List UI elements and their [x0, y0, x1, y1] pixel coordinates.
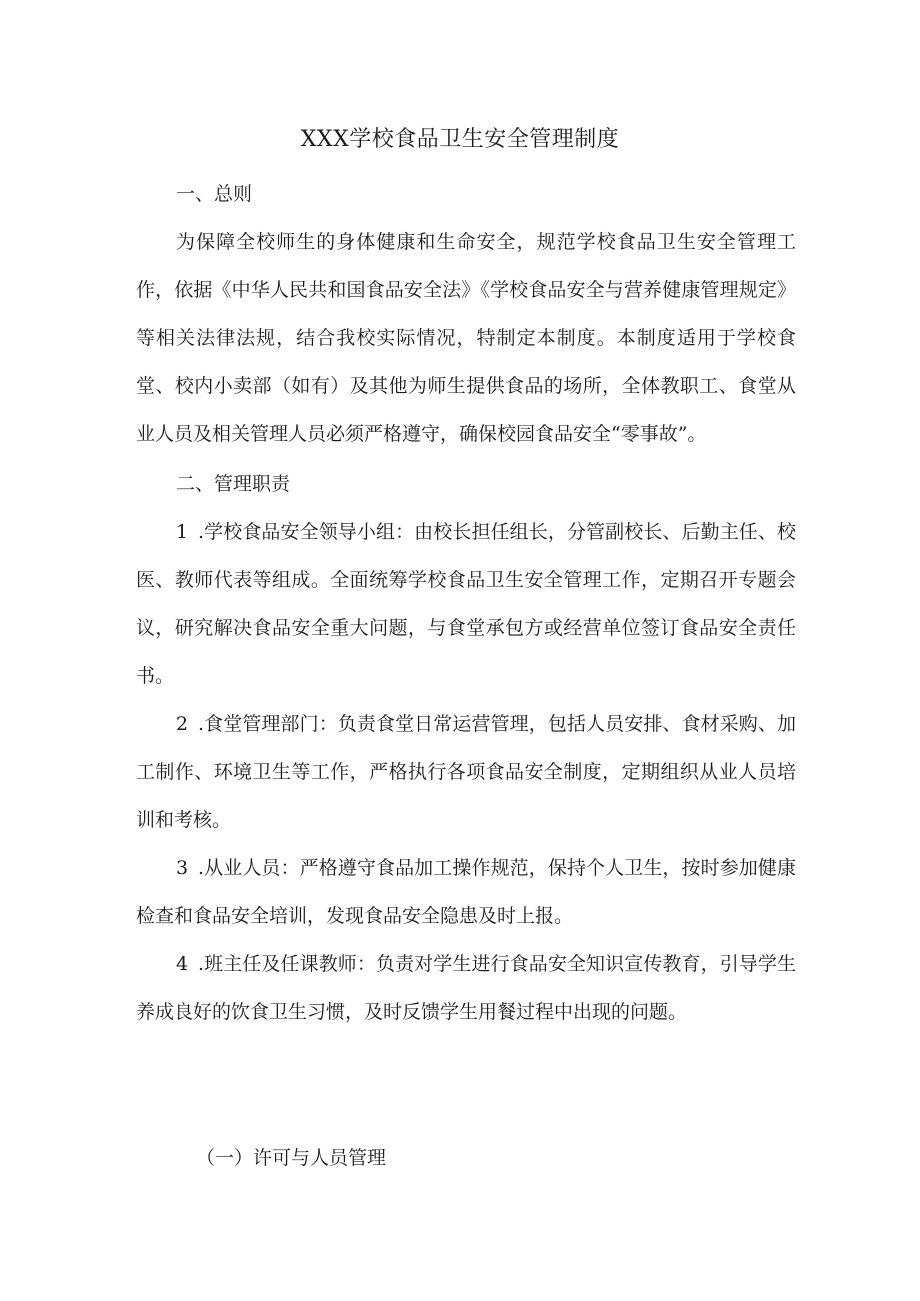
subsection-heading: （一）许可与人员管理 — [196, 1147, 387, 1169]
item-number: 3 — [176, 857, 189, 879]
document-title: XXX学校食品卫生安全管理制度 — [300, 127, 620, 152]
section-paragraph-general: 为保障全校师生的身体健康和生命安全，规范学校食品卫生安全管理工作，依据《中华人民共和国食品安全法》《学校食品安全与营养健康管理规定》等相关法律法规，结合我校实际情况，特制定本制度。本制度适用于学校食堂、校内小卖部（如有）及其他为师生提供食品的场所，全体教职工、食堂从业人员及相关管理人员必须严格遵守，确保校园食品安全“零事故”。 — [136, 231, 796, 445]
responsibility-item — [136, 508, 796, 700]
item-text: .学校食品安全领导小组：由校长担任组长，分管副校长、后勤主任、校医、教师代表等组成。全面统筹学校食品卫生安全管理工作，定期召开专题会议，研究解决食品安全重大问题，与食堂承包方或经营单位签订食品安全责任书。 — [136, 521, 796, 687]
item-text: .从业人员：严格遵守食品加工操作规范，保持个人卫生，按时参加健康检查和食品安全培训，发现食品安全隐患及时上报。 — [136, 857, 796, 927]
responsibility-item — [136, 700, 796, 844]
item-number: 4 — [176, 953, 189, 975]
item-number: 2 — [176, 713, 189, 735]
document-body — [136, 170, 796, 1036]
item-number: 1 — [176, 521, 189, 543]
section-heading-responsibilities: 二、管理职责 — [176, 473, 291, 495]
item-text: .班主任及任课教师：负责对学生进行食品安全知识宣传教育，引导学生养成良好的饮食卫生习惯，及时反馈学生用餐过程中出现的问题。 — [136, 953, 796, 1023]
responsibility-item — [136, 940, 796, 1036]
section-heading-general: 一、总则 — [176, 183, 253, 205]
item-text: .食堂管理部门：负责食堂日常运营管理，包括人员安排、食材采购、加工制作、环境卫生等工作，严格执行各项食品安全制度，定期组织从业人员培训和考核。 — [136, 713, 796, 831]
responsibility-item — [136, 844, 796, 940]
